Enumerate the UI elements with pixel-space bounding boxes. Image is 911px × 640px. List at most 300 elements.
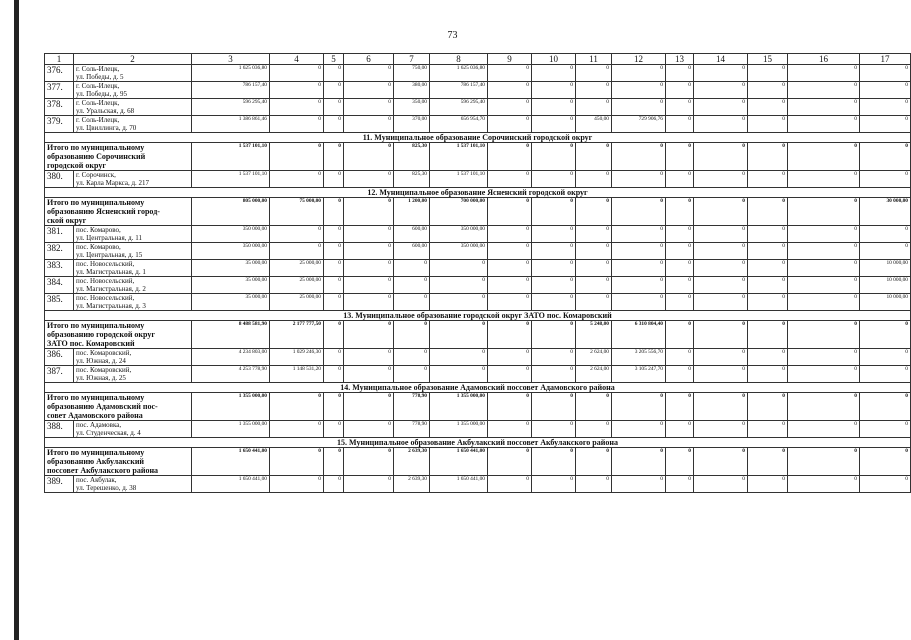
value-cell: 1 650 441,00 bbox=[430, 476, 488, 493]
building-address bbox=[74, 116, 192, 133]
value-cell: 0 bbox=[694, 198, 748, 226]
cell-line: пос. Комаровский, bbox=[76, 366, 132, 374]
value-cell: 75 000,00 bbox=[270, 198, 324, 226]
value-cell: 0 bbox=[694, 243, 748, 260]
value-cell: 0 bbox=[748, 198, 788, 226]
page-number: 73 bbox=[447, 30, 458, 41]
value-cell: 0 bbox=[694, 226, 748, 243]
value-cell: 0 bbox=[344, 243, 394, 260]
value-cell: 0 bbox=[788, 243, 860, 260]
building-row bbox=[45, 65, 911, 82]
value-cell: 1 650 441,00 bbox=[192, 476, 270, 493]
total-label bbox=[45, 198, 192, 226]
building-row bbox=[45, 294, 911, 311]
value-cell: 2 177 777,50 bbox=[270, 321, 324, 349]
value-cell: 0 bbox=[860, 366, 911, 383]
cell-line: пос. Акбулак, bbox=[76, 476, 117, 484]
value-cell: 0 bbox=[532, 393, 576, 421]
value-cell: 0 bbox=[488, 448, 532, 476]
value-cell: 1 355 000,00 bbox=[430, 421, 488, 438]
value-cell: 1 148 531,20 bbox=[270, 366, 324, 383]
housing-program-table bbox=[44, 53, 911, 493]
building-address bbox=[74, 171, 192, 188]
value-cell: 0 bbox=[532, 260, 576, 277]
value-cell: 0 bbox=[488, 171, 532, 188]
row-number: 376. bbox=[45, 65, 74, 82]
value-cell: 0 bbox=[666, 243, 694, 260]
value-cell: 0 bbox=[532, 321, 576, 349]
value-cell: 0 bbox=[344, 171, 394, 188]
cell-line: пос. Комарово, bbox=[76, 226, 121, 234]
column-number-cell: 6 bbox=[344, 54, 394, 65]
value-cell: 0 bbox=[860, 448, 911, 476]
value-cell: 0 bbox=[532, 116, 576, 133]
value-cell: 0 bbox=[694, 421, 748, 438]
value-cell: 0 bbox=[324, 243, 344, 260]
value-cell: 10 000,00 bbox=[860, 294, 911, 311]
building-row bbox=[45, 99, 911, 116]
total-label bbox=[45, 143, 192, 171]
value-cell: 0 bbox=[694, 448, 748, 476]
value-cell: 0 bbox=[748, 226, 788, 243]
value-cell: 0 bbox=[748, 476, 788, 493]
value-cell: 0 bbox=[324, 448, 344, 476]
value-cell: 0 bbox=[666, 260, 694, 277]
value-cell: 0 bbox=[860, 476, 911, 493]
cell-line: ул. Цвиллинга, д. 70 bbox=[76, 124, 137, 132]
value-cell: 0 bbox=[430, 277, 488, 294]
value-cell: 0 bbox=[270, 243, 324, 260]
cell-line: Итого по муниципальному bbox=[47, 321, 145, 330]
value-cell: 0 bbox=[694, 171, 748, 188]
value-cell: 0 bbox=[324, 421, 344, 438]
value-cell: 0 bbox=[788, 143, 860, 171]
value-cell: 0 bbox=[694, 143, 748, 171]
value-cell: 0 bbox=[344, 143, 394, 171]
column-number-cell: 1 bbox=[45, 54, 74, 65]
value-cell: 0 bbox=[612, 393, 666, 421]
value-cell: 0 bbox=[666, 226, 694, 243]
value-cell: 0 bbox=[532, 448, 576, 476]
value-cell: 0 bbox=[694, 277, 748, 294]
building-address bbox=[74, 82, 192, 99]
value-cell: 0 bbox=[576, 198, 612, 226]
value-cell: 0 bbox=[748, 349, 788, 366]
row-number: 378. bbox=[45, 99, 74, 116]
value-cell: 0 bbox=[788, 393, 860, 421]
section-heading-row bbox=[45, 188, 911, 198]
value-cell: 0 bbox=[576, 277, 612, 294]
cell-line: Итого по муниципальному bbox=[47, 393, 145, 402]
column-number-cell: 12 bbox=[612, 54, 666, 65]
column-number-cell: 9 bbox=[488, 54, 532, 65]
municipality-total-row bbox=[45, 321, 911, 349]
value-cell: 4 253 778,90 bbox=[192, 366, 270, 383]
building-address bbox=[74, 65, 192, 82]
cell-line: ул. Магистральная, д. 2 bbox=[76, 285, 146, 293]
section-heading-row bbox=[45, 383, 911, 393]
value-cell: 0 bbox=[788, 65, 860, 82]
value-cell: 0 bbox=[666, 143, 694, 171]
value-cell: 0 bbox=[666, 349, 694, 366]
section-heading: 13. Муниципальное образование городской округ ЗАТО пос. Комаровский bbox=[45, 311, 911, 321]
cell-line: пос. Комаровский, bbox=[76, 349, 132, 357]
value-cell: 350 000,00 bbox=[192, 243, 270, 260]
cell-line: образованию Ясненский город- bbox=[47, 207, 160, 216]
value-cell: 3 205 556,70 bbox=[612, 349, 666, 366]
value-cell: 0 bbox=[532, 243, 576, 260]
value-cell: 0 bbox=[488, 116, 532, 133]
value-cell: 0 bbox=[324, 321, 344, 349]
value-cell: 0 bbox=[612, 448, 666, 476]
value-cell: 0 bbox=[430, 349, 488, 366]
value-cell: 1 537 101,10 bbox=[192, 143, 270, 171]
building-row bbox=[45, 226, 911, 243]
building-row bbox=[45, 277, 911, 294]
value-cell: 0 bbox=[488, 243, 532, 260]
column-number-cell: 3 bbox=[192, 54, 270, 65]
value-cell: 0 bbox=[344, 99, 394, 116]
value-cell: 0 bbox=[612, 99, 666, 116]
cell-line: ул. Южная, д. 25 bbox=[76, 374, 126, 382]
cell-line: г. Соль-Илецк, bbox=[76, 99, 120, 107]
value-cell: 0 bbox=[860, 226, 911, 243]
row-number: 380. bbox=[45, 171, 74, 188]
value-cell: 1 029 246,30 bbox=[270, 349, 324, 366]
value-cell: 0 bbox=[324, 65, 344, 82]
value-cell: 0 bbox=[324, 393, 344, 421]
value-cell: 600,00 bbox=[394, 243, 430, 260]
value-cell: 0 bbox=[748, 448, 788, 476]
value-cell: 1 625 036,80 bbox=[430, 65, 488, 82]
value-cell: 0 bbox=[488, 321, 532, 349]
value-cell: 0 bbox=[612, 260, 666, 277]
value-cell: 0 bbox=[748, 82, 788, 99]
value-cell: 350 000,00 bbox=[430, 243, 488, 260]
value-cell: 0 bbox=[748, 321, 788, 349]
value-cell: 0 bbox=[788, 171, 860, 188]
value-cell: 825,30 bbox=[394, 171, 430, 188]
value-cell: 0 bbox=[532, 226, 576, 243]
value-cell: 0 bbox=[344, 349, 394, 366]
value-cell: 0 bbox=[344, 260, 394, 277]
value-cell: 25 000,00 bbox=[270, 277, 324, 294]
cell-line: совет Адамовского района bbox=[47, 411, 143, 420]
value-cell: 0 bbox=[430, 366, 488, 383]
value-cell: 0 bbox=[576, 294, 612, 311]
value-cell: 0 bbox=[270, 171, 324, 188]
building-address bbox=[74, 260, 192, 277]
value-cell: 1 650 441,00 bbox=[192, 448, 270, 476]
value-cell: 0 bbox=[748, 65, 788, 82]
value-cell: 0 bbox=[344, 421, 394, 438]
cell-line: Итого по муниципальному bbox=[47, 143, 145, 152]
value-cell: 0 bbox=[324, 260, 344, 277]
value-cell: 1 200,00 bbox=[394, 198, 430, 226]
cell-line: Итого по муниципальному bbox=[47, 198, 145, 207]
value-cell: 350 000,00 bbox=[192, 226, 270, 243]
value-cell: 0 bbox=[430, 294, 488, 311]
value-cell: 25 000,00 bbox=[270, 260, 324, 277]
value-cell: 0 bbox=[324, 349, 344, 366]
column-number-cell: 14 bbox=[694, 54, 748, 65]
value-cell: 0 bbox=[666, 65, 694, 82]
value-cell: 0 bbox=[394, 260, 430, 277]
value-cell: 1 355 000,00 bbox=[192, 421, 270, 438]
value-cell: 0 bbox=[666, 198, 694, 226]
municipality-total-row bbox=[45, 198, 911, 226]
cell-line: ул. Центральная, д. 15 bbox=[76, 251, 143, 259]
value-cell: 0 bbox=[488, 226, 532, 243]
value-cell: 0 bbox=[694, 260, 748, 277]
column-number-cell: 2 bbox=[74, 54, 192, 65]
cell-line: ул. Магистральная, д. 1 bbox=[76, 268, 146, 276]
value-cell: 0 bbox=[694, 65, 748, 82]
value-cell: 0 bbox=[324, 99, 344, 116]
row-number: 388. bbox=[45, 421, 74, 438]
column-number-cell: 16 bbox=[788, 54, 860, 65]
value-cell: 700 000,00 bbox=[430, 198, 488, 226]
value-cell: 0 bbox=[694, 321, 748, 349]
value-cell: 1 355 000,00 bbox=[192, 393, 270, 421]
value-cell: 0 bbox=[488, 366, 532, 383]
section-heading: 11. Муниципальное образование Сорочинский городской округ bbox=[45, 133, 911, 143]
value-cell: 0 bbox=[532, 421, 576, 438]
building-row bbox=[45, 366, 911, 383]
value-cell: 0 bbox=[748, 421, 788, 438]
value-cell: 0 bbox=[576, 82, 612, 99]
value-cell: 0 bbox=[394, 277, 430, 294]
value-cell: 0 bbox=[748, 99, 788, 116]
value-cell: 2 639,30 bbox=[394, 448, 430, 476]
value-cell: 0 bbox=[612, 277, 666, 294]
column-number-cell: 15 bbox=[748, 54, 788, 65]
value-cell: 30 000,00 bbox=[860, 198, 911, 226]
cell-line: г. Соль-Илецк, bbox=[76, 65, 120, 73]
column-number-cell: 5 bbox=[324, 54, 344, 65]
value-cell: 0 bbox=[788, 260, 860, 277]
cell-line: г. Соль-Илецк, bbox=[76, 82, 120, 90]
value-cell: 0 bbox=[694, 476, 748, 493]
building-row bbox=[45, 260, 911, 277]
value-cell: 0 bbox=[324, 116, 344, 133]
value-cell: 0 bbox=[394, 321, 430, 349]
value-cell: 0 bbox=[344, 226, 394, 243]
value-cell: 0 bbox=[666, 116, 694, 133]
value-cell: 2 639,30 bbox=[394, 476, 430, 493]
value-cell: 0 bbox=[344, 393, 394, 421]
municipality-total-row bbox=[45, 393, 911, 421]
value-cell: 0 bbox=[488, 476, 532, 493]
column-number-row bbox=[45, 54, 911, 65]
value-cell: 0 bbox=[344, 476, 394, 493]
value-cell: 0 bbox=[344, 448, 394, 476]
section-heading: 12. Муниципальное образование Ясненский городской округ bbox=[45, 188, 911, 198]
value-cell: 0 bbox=[344, 321, 394, 349]
value-cell: 0 bbox=[788, 421, 860, 438]
building-address bbox=[74, 294, 192, 311]
value-cell: 0 bbox=[612, 421, 666, 438]
value-cell: 0 bbox=[488, 198, 532, 226]
value-cell: 596 295,40 bbox=[430, 99, 488, 116]
value-cell: 0 bbox=[394, 294, 430, 311]
value-cell: 778,90 bbox=[394, 421, 430, 438]
value-cell: 0 bbox=[324, 476, 344, 493]
value-cell: 0 bbox=[344, 366, 394, 383]
row-number: 384. bbox=[45, 277, 74, 294]
value-cell: 0 bbox=[532, 99, 576, 116]
value-cell: 0 bbox=[694, 82, 748, 99]
value-cell: 0 bbox=[324, 171, 344, 188]
value-cell: 0 bbox=[788, 116, 860, 133]
value-cell: 0 bbox=[576, 448, 612, 476]
value-cell: 0 bbox=[532, 476, 576, 493]
cell-line: ЗАТО пос. Комаровский bbox=[47, 339, 135, 348]
value-cell: 0 bbox=[270, 143, 324, 171]
value-cell: 0 bbox=[394, 349, 430, 366]
value-cell: 0 bbox=[788, 99, 860, 116]
value-cell: 0 bbox=[788, 294, 860, 311]
value-cell: 380,00 bbox=[394, 82, 430, 99]
value-cell: 0 bbox=[576, 260, 612, 277]
building-address bbox=[74, 349, 192, 366]
column-number-cell: 8 bbox=[430, 54, 488, 65]
cell-line: пос. Новосельский, bbox=[76, 294, 135, 302]
scan-edge-bar bbox=[14, 0, 19, 640]
value-cell: 786 157,40 bbox=[430, 82, 488, 99]
value-cell: 0 bbox=[344, 294, 394, 311]
row-number: 379. bbox=[45, 116, 74, 133]
building-address bbox=[74, 243, 192, 260]
cell-line: пос. Адамовка, bbox=[76, 421, 122, 429]
value-cell: 350,00 bbox=[394, 99, 430, 116]
value-cell: 1 650 441,00 bbox=[430, 448, 488, 476]
municipality-total-row bbox=[45, 143, 911, 171]
value-cell: 0 bbox=[788, 82, 860, 99]
cell-line: ул. Победы, д. 5 bbox=[76, 73, 124, 81]
value-cell: 10 000,00 bbox=[860, 260, 911, 277]
row-number: 383. bbox=[45, 260, 74, 277]
value-cell: 0 bbox=[488, 99, 532, 116]
value-cell: 1 625 036,80 bbox=[192, 65, 270, 82]
total-label bbox=[45, 393, 192, 421]
value-cell: 0 bbox=[576, 243, 612, 260]
building-row bbox=[45, 243, 911, 260]
value-cell: 0 bbox=[532, 65, 576, 82]
value-cell: 0 bbox=[612, 294, 666, 311]
value-cell: 0 bbox=[344, 277, 394, 294]
value-cell: 0 bbox=[488, 393, 532, 421]
value-cell: 778,90 bbox=[394, 393, 430, 421]
value-cell: 0 bbox=[666, 294, 694, 311]
building-row bbox=[45, 421, 911, 438]
column-number-cell: 13 bbox=[666, 54, 694, 65]
value-cell: 0 bbox=[694, 116, 748, 133]
cell-line: ул. Студенческая, д. 4 bbox=[76, 429, 141, 437]
value-cell: 0 bbox=[788, 226, 860, 243]
cell-line: образованию Акбулакский bbox=[47, 457, 145, 466]
value-cell: 0 bbox=[666, 476, 694, 493]
cell-line: пос. Комарово, bbox=[76, 243, 121, 251]
value-cell: 0 bbox=[394, 366, 430, 383]
value-cell: 3 105 247,70 bbox=[612, 366, 666, 383]
value-cell: 0 bbox=[860, 393, 911, 421]
building-address bbox=[74, 421, 192, 438]
cell-line: г. Соль-Илецк, bbox=[76, 116, 120, 124]
value-cell: 4 234 803,00 bbox=[192, 349, 270, 366]
value-cell: 0 bbox=[748, 366, 788, 383]
value-cell: 0 bbox=[748, 243, 788, 260]
value-cell: 0 bbox=[748, 294, 788, 311]
value-cell: 1 355 000,00 bbox=[430, 393, 488, 421]
building-row bbox=[45, 171, 911, 188]
value-cell: 0 bbox=[576, 226, 612, 243]
value-cell: 0 bbox=[860, 82, 911, 99]
value-cell: 0 bbox=[860, 99, 911, 116]
value-cell: 6 310 804,40 bbox=[612, 321, 666, 349]
row-number: 382. bbox=[45, 243, 74, 260]
value-cell: 0 bbox=[788, 448, 860, 476]
value-cell: 0 bbox=[612, 143, 666, 171]
value-cell: 0 bbox=[788, 349, 860, 366]
value-cell: 750,00 bbox=[394, 65, 430, 82]
value-cell: 0 bbox=[860, 65, 911, 82]
value-cell: 0 bbox=[860, 171, 911, 188]
total-label bbox=[45, 321, 192, 349]
building-row bbox=[45, 82, 911, 99]
row-number: 389. bbox=[45, 476, 74, 493]
cell-line: ул. Победы, д. 95 bbox=[76, 90, 128, 98]
value-cell: 0 bbox=[860, 421, 911, 438]
cell-line: поссовет Акбулакского района bbox=[47, 466, 159, 475]
value-cell: 0 bbox=[488, 421, 532, 438]
value-cell: 0 bbox=[576, 393, 612, 421]
value-cell: 0 bbox=[666, 99, 694, 116]
cell-line: ул. Терешенко, д. 38 bbox=[76, 484, 137, 492]
value-cell: 0 bbox=[576, 476, 612, 493]
value-cell: 0 bbox=[612, 226, 666, 243]
value-cell: 0 bbox=[788, 277, 860, 294]
value-cell: 0 bbox=[612, 243, 666, 260]
value-cell: 0 bbox=[788, 366, 860, 383]
value-cell: 0 bbox=[748, 277, 788, 294]
value-cell: 0 bbox=[788, 476, 860, 493]
section-heading-row bbox=[45, 311, 911, 321]
value-cell: 5 248,00 bbox=[576, 321, 612, 349]
value-cell: 0 bbox=[324, 82, 344, 99]
value-cell: 0 bbox=[748, 116, 788, 133]
value-cell: 0 bbox=[666, 277, 694, 294]
row-number: 385. bbox=[45, 294, 74, 311]
building-address bbox=[74, 277, 192, 294]
municipality-total-row bbox=[45, 448, 911, 476]
value-cell: 0 bbox=[788, 321, 860, 349]
value-cell: 2 624,00 bbox=[576, 366, 612, 383]
value-cell: 0 bbox=[532, 143, 576, 171]
value-cell: 0 bbox=[860, 143, 911, 171]
value-cell: 25 000,00 bbox=[270, 294, 324, 311]
value-cell: 786 157,40 bbox=[192, 82, 270, 99]
value-cell: 0 bbox=[488, 260, 532, 277]
value-cell: 0 bbox=[860, 116, 911, 133]
value-cell: 0 bbox=[324, 366, 344, 383]
column-number-cell: 11 bbox=[576, 54, 612, 65]
column-number-cell: 17 bbox=[860, 54, 911, 65]
value-cell: 0 bbox=[270, 393, 324, 421]
value-cell: 0 bbox=[576, 171, 612, 188]
building-address bbox=[74, 226, 192, 243]
value-cell: 0 bbox=[324, 277, 344, 294]
